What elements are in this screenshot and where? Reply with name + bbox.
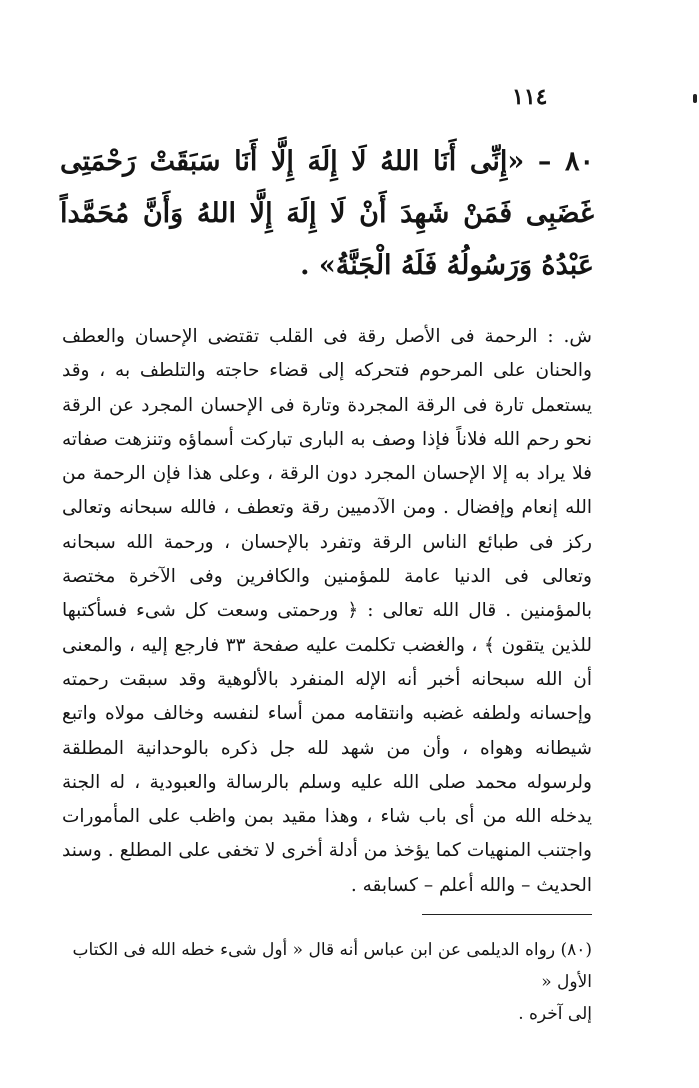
footnote-line-1: (٨٠) رواه الديلمى عن ابن عباس أنه قال « أول شىء خطه الله فى الكتاب الأول « [72, 940, 592, 992]
commentary-paragraph: ش. : الرحمة فى الأصل رقة فى القلب تقتضى الإحسان والعطف والحنان على المرحوم فتحركه إلى قضاء حاجته والتلطف به ، وقد يستعمل تارة فى الرقة المجردة وتارة فى الإحسان المجرد عن الرقة نحو رحم الله فلاناً فإذا وصف به البارى تباركت أسماؤه وتنزهت صفاته فلا يراد به إلا الإحسان المجرد دون الرقة ، وعلى هذا فإن الرحمة من الله إنعام وإفضال . ومن الآدميين رقة وتعطف ، فالله سبحانه وتعالى ركز فى طبائع الناس الرقة وتفرد بالإحسان ، ورحمة الله سبحانه وتعالى فى الدنيا عامة للمؤمنين والكافرين وفى الآخرة مختصة بالمؤمنين . قال الله تعالى : ﴿ ورحمتى وسعت كل شىء فسأكتبها للذين يتقون ﴾ ، والغضب تكلمت عليه صفحة ٣٣ فارجع إليه ، والمعنى أن الله سبحانه أخبر أنه الإله المنفرد بالألوهية وقد سبقت رحمته وإحسانه ولطفه غضبه وانتقامه ممن أساء لنفسه وخالف مولاه واتبع شيطانه وهواه ، وأن من شهد لله جل ذكره بالوحدانية المطلقة ولرسوله محمد صلى الله عليه وسلم بالرسالة والعبودية ، له الجنة يدخله الله من أى باب شاء ، وهذا مقيد بمن واظب على المأمورات واجتنب المنهيات كما يؤخذ من أدلة أخرى لا تخفى على المطلع . وسند الحديث – والله أعلم – كسابقه . [62, 326, 592, 896]
page-number: ١١٤ [512, 84, 548, 110]
hadith-text: ٨٠ – «إِنِّى أَنَا اللهُ لَا إِلَهَ إِلَّا أَنَا سَبَقَتْ رَحْمَتِى غَضَبِى فَمَنْ شَهِدَ أَنْ لَا إِلَهَ إِلَّا اللهُ وَأَنَّ مُحَمَّداً عَبْدُهُ وَرَسُولُهُ فَلَهُ الْجَنَّةُ» . [60, 146, 594, 281]
scan-speck [693, 94, 697, 103]
footnote [62, 934, 592, 1030]
footnote-divider [422, 914, 592, 915]
footnote-line-2: إلى آخره . [518, 1004, 592, 1024]
